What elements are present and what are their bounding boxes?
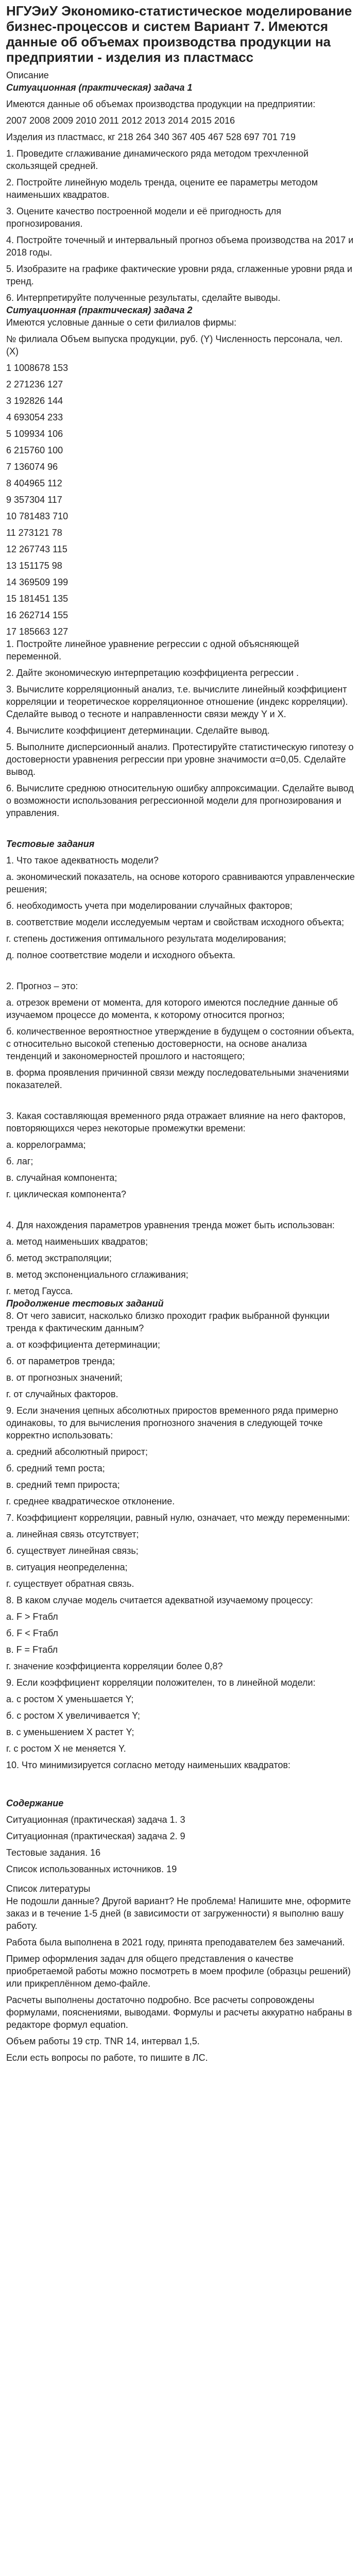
- task1-item: 5. Изобразите на графике фактические уровни ряда, сглаженные уровни ряда и тренд.: [6, 264, 353, 286]
- footer-notes: [6, 1895, 355, 2064]
- page-title: НГУЭиУ Экономико-статистическое моделирование бизнес-процессов и систем Вариант 7. Имеются данные об объемах производства продукции на предприятии - изделия из пластмасс: [6, 3, 352, 65]
- toc-item: Список использованных источников. 19: [6, 1864, 177, 1874]
- question-block: [6, 1310, 355, 1400]
- question-block: [6, 1594, 355, 1672]
- footer-paragraph: Расчеты выполнены достаточно подробно. Все расчеты сопровождены формулами, пояснениями, выводами. Формулы и расчеты аккуратно набраны в редакторе формул equation.: [6, 1995, 352, 2030]
- contents-heading: Содержание: [6, 1798, 64, 1808]
- table-row: 1 1008678 153: [6, 363, 68, 373]
- table-row: 10 781483 710: [6, 511, 68, 521]
- table-row: 12 267743 115: [6, 544, 67, 554]
- question-block: [6, 1676, 355, 1755]
- toc-item: Ситуационная (практическая) задача 2. 9: [6, 1831, 185, 1841]
- answer-option: б. от параметров тренда;: [6, 1356, 115, 1366]
- footer-paragraph: Не подошли данные? Другой вариант? Не проблема! Напишите мне, оформите заказ и в течение 1-5 дней (в зависимости от загруженности) я выполню вашу работу.: [6, 1896, 351, 1931]
- answer-option: г. с ростом Х не меняется Y.: [6, 1743, 126, 1754]
- answer-option: а. с ростом X уменьшается Y;: [6, 1694, 134, 1704]
- task2-table-header: № филиала Объем выпуска продукции, руб. (Y) Численность персонала, чел. (Х): [6, 334, 343, 357]
- answer-option: в. средний темп прироста;: [6, 1480, 120, 1490]
- table-row: 16 262714 155: [6, 610, 68, 620]
- tests-heading: Тестовые задания: [6, 839, 95, 849]
- answer-option: в. ситуация неопределенна;: [6, 1562, 128, 1572]
- task2-list: [6, 638, 355, 819]
- footer-paragraph: Работа была выполнена в 2021 году, принята преподавателем без замечаний.: [6, 1937, 345, 1947]
- answer-option: б. метод экстраполяции;: [6, 1253, 112, 1263]
- table-row: 7 136074 96: [6, 462, 58, 472]
- table-row: 5 109934 106: [6, 429, 63, 439]
- answer-option: а. F > Fтабл: [6, 1612, 58, 1622]
- answer-option: в. с уменьшением Х растет Y;: [6, 1727, 134, 1737]
- answer-option: а. экономический показатель, на основе которого сравниваются управленческие решения;: [6, 872, 355, 894]
- answer-option: г. от случайных факторов.: [6, 1389, 118, 1399]
- task2-item: 4. Вычислите коэффициент детерминации. Сделайте вывод.: [6, 725, 270, 736]
- answer-option: а. от коэффициента детерминации;: [6, 1340, 160, 1350]
- task1-intro: Имеются данные об объемах производства продукции на предприятии:: [6, 99, 316, 109]
- answer-option: в. F = Fтабл: [6, 1645, 58, 1655]
- answer-option: а. коррелограмма;: [6, 1140, 86, 1150]
- question-block: [6, 1219, 355, 1297]
- answer-option: б. средний темп роста;: [6, 1463, 105, 1473]
- table-row: 17 185663 127: [6, 626, 68, 637]
- table-row: 3 192826 144: [6, 396, 63, 406]
- answer-option: в. соответствие модели исследуемым чертам и свойствам исходного объекта;: [6, 917, 345, 927]
- answer-option: а. средний абсолютный прирост;: [6, 1447, 148, 1457]
- question-block: [6, 1110, 355, 1200]
- answer-option: в. форма проявления причинной связи между последовательными значениями показателей.: [6, 1067, 349, 1090]
- answer-option: г. существует обратная связь.: [6, 1579, 134, 1589]
- question: 4. Для нахождения параметров уравнения тренда может быть использован:: [6, 1220, 335, 1230]
- table-row: 6 215760 100: [6, 445, 63, 455]
- answer-option: б. необходимость учета при моделировании случайных факторов;: [6, 901, 293, 911]
- answer-option: в. метод экспоненциального сглаживания;: [6, 1269, 188, 1280]
- question: 9. Если значения цепных абсолютных приростов временного ряда примерно одинаковы, то для вычисления прогнозного значения в следующей точке корректно использовать:: [6, 1405, 338, 1440]
- question-block: [6, 1404, 355, 1507]
- answer-option: г. метод Гаусса.: [6, 1286, 73, 1296]
- table-of-contents: [6, 1814, 355, 1875]
- task2-item: 1. Постройте линейное уравнение регрессии с одной объясняющей переменной.: [6, 639, 299, 662]
- task1-item: 3. Оцените качество построенной модели и её пригодность для прогнозирования.: [6, 206, 282, 229]
- table-row: 15 181451 135: [6, 594, 68, 604]
- answer-option: б. существует линейная связь;: [6, 1546, 139, 1556]
- task2-table: [6, 362, 355, 638]
- table-row: 13 151175 98: [6, 561, 62, 571]
- answer-option: в. случайная компонента;: [6, 1173, 117, 1183]
- answer-option: в. от прогнозных значений;: [6, 1372, 123, 1383]
- answer-option: а. отрезок времени от момента, для которого имеются последние данные об изучаемом процессе до момента, к которому относится прогноз;: [6, 997, 338, 1020]
- task1-item: 4. Постройте точечный и интервальный прогноз объема производства на 2017 и 2018 годы.: [6, 235, 354, 258]
- answer-option: г. значение коэффициента корреляции более 0,8?: [6, 1661, 223, 1671]
- continuation-label: Продолжение тестовых заданий: [6, 1298, 164, 1309]
- question: 10. Что минимизируется согласно методу наименьших квадратов:: [6, 1760, 291, 1770]
- task2-item: 6. Вычислите среднюю относительную ошибку аппроксимации. Сделайте вывод о возможности использования регрессионной модели для прогнозирования и управления.: [6, 783, 354, 818]
- answer-option: а. метод наименьших квадратов;: [6, 1236, 148, 1247]
- sources-label: Список литературы: [6, 1884, 91, 1894]
- task1-list: [6, 147, 355, 304]
- task2-intro: Имеются условные данные о сети филиалов фирмы:: [6, 317, 237, 328]
- answer-option: б. лаг;: [6, 1156, 33, 1166]
- table-row: 14 369509 199: [6, 577, 68, 587]
- question-block: [6, 854, 355, 961]
- table-row: 11 273121 78: [6, 528, 62, 538]
- question: 3. Какая составляющая временного ряда отражает влияние на него факторов, повторяющихся через некоторые промежутки времени:: [6, 1111, 346, 1133]
- task1-item: 6. Интерпретируйте полученные результаты, сделайте выводы.: [6, 293, 281, 303]
- footer-paragraph: Если есть вопросы по работе, то пишите в ЛС.: [6, 2053, 208, 2063]
- question: 8. В каком случае модель считается адекватной изучаемому процессу:: [6, 1595, 313, 1605]
- question: 8. От чего зависит, насколько близко проходит график выбранной функции тренда к фактическим данным?: [6, 1311, 330, 1333]
- table-row: 2 271236 127: [6, 379, 63, 389]
- question-block: [6, 980, 355, 1091]
- question: 1. Что такое адекватность модели?: [6, 855, 159, 866]
- table-row: 9 357304 117: [6, 495, 62, 505]
- answer-option: б. F < Fтабл: [6, 1628, 58, 1638]
- task1-item: 1. Проведите сглаживание динамического ряда методом трехчленной скользящей средней.: [6, 148, 309, 171]
- task1-item: 2. Постройте линейную модель тренда, оцените ее параметры методом наименьших квадратов.: [6, 177, 318, 200]
- table-row: 4 693054 233: [6, 412, 63, 422]
- question: 2. Прогноз – это:: [6, 981, 78, 991]
- description-label: Описание: [6, 70, 49, 80]
- answer-option: д. полное соответствие модели и исходного объекта.: [6, 950, 235, 960]
- task2-item: 5. Выполните дисперсионный анализ. Протестируйте статистическую гипотезу о достоверности уравнения регрессии при уровне значимости α=0,05. Сделайте вывод.: [6, 742, 354, 777]
- years-line: 2007 2008 2009 2010 2011 2012 2013 2014 2015 2016: [6, 115, 235, 126]
- answer-option: б. с ростом Х увеличивается Y;: [6, 1710, 140, 1721]
- task1-heading: Ситуационная (практическая) задача 1: [6, 82, 193, 93]
- footer-paragraph: Пример оформления задач для общего представления о качестве приобретаемой работы можно посмотреть в моем профиле (образцы решений) или прикреплённом демо-файле.: [6, 1954, 351, 1989]
- question: 9. Если коэффициент корреляции положителен, то в линейной модели:: [6, 1677, 316, 1688]
- answer-option: г. циклическая компонента?: [6, 1189, 126, 1199]
- products-line: Изделия из пластмасс, кг 218 264 340 367 405 467 528 697 701 719: [6, 132, 296, 142]
- task2-item: 2. Дайте экономическую интерпретацию коэффициента регрессии .: [6, 668, 299, 678]
- answer-option: а. линейная связь отсутствует;: [6, 1529, 139, 1539]
- task2-item: 3. Вычислите корреляционный анализ, т.е. вычислите линейный коэффициент корреляции и теоретическое корреляционное отношение (индекс корреляции). Сделайте вывод о тесноте и направленности связи между Y и X.: [6, 684, 348, 719]
- answer-option: г. среднее квадратическое отклонение.: [6, 1496, 175, 1506]
- answer-option: б. количественное вероятностное утверждение в будущем о состоянии объекта, с относительно высокой степенью достоверности, на основе анализа тенденций и закономерностей прошлого и настоящего;: [6, 1026, 354, 1061]
- table-row: 8 404965 112: [6, 478, 62, 488]
- footer-paragraph: Объем работы 19 стр. TNR 14, интервал 1,5.: [6, 2036, 200, 2046]
- answer-option: г. степень достижения оптимального результата моделирования;: [6, 934, 286, 944]
- task2-heading: Ситуационная (практическая) задача 2: [6, 305, 193, 315]
- toc-item: Тестовые задания. 16: [6, 1848, 101, 1858]
- question-block: [6, 1512, 355, 1590]
- toc-item: Ситуационная (практическая) задача 1. 3: [6, 1815, 185, 1825]
- question: 7. Коэффициент корреляции, равный нулю, означает, что между переменными:: [6, 1513, 350, 1523]
